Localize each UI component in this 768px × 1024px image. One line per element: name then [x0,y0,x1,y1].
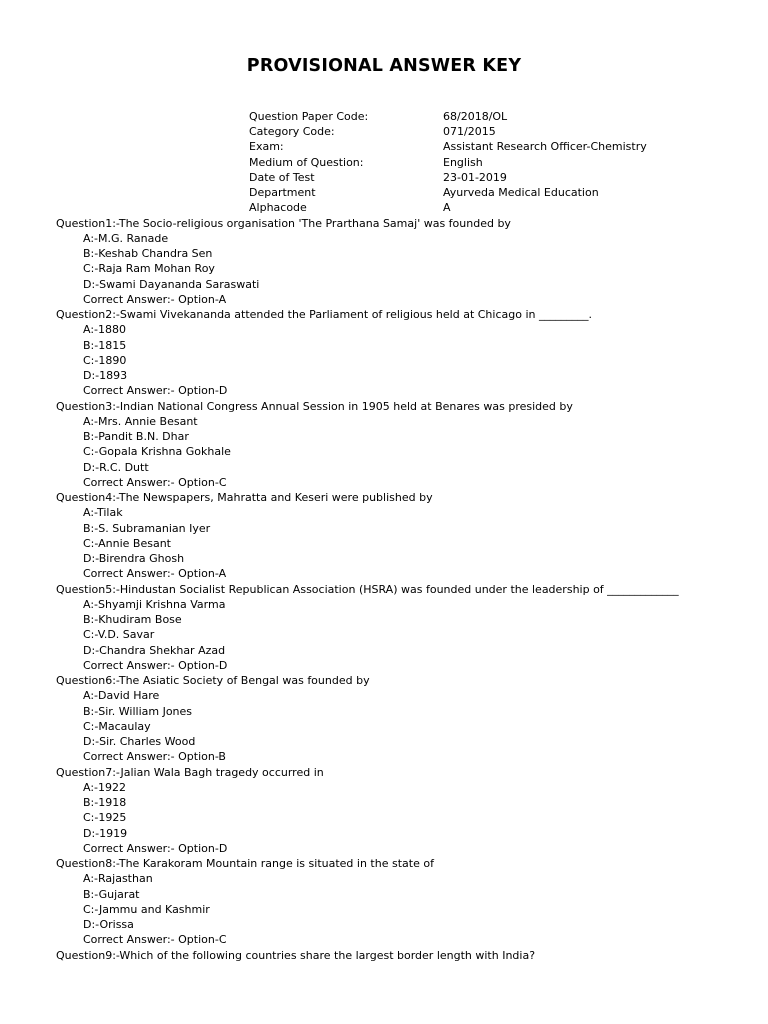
option-c: C:-Raja Ram Mohan Roy [83,262,215,276]
correct-answer: Correct Answer:- Option-D [83,841,228,855]
question-text: Question6:-The Asiatic Society of Bengal was founded by [56,674,370,688]
question-4 [56,490,746,582]
question-8 [56,856,746,948]
option-d: D:-R.C. Dutt [83,460,149,474]
meta-label: Category Code: [249,125,335,139]
meta-value: 071/2015 [443,125,496,139]
option-c: C:-V.D. Savar [83,628,155,642]
meta-value: English [443,155,483,169]
option-b: B:-Khudiram Bose [83,613,182,627]
correct-answer: Correct Answer:- Option-C [83,933,227,947]
question-1 [56,216,746,308]
correct-answer: Correct Answer:- Option-A [83,292,227,306]
question-3 [56,399,746,491]
option-b: B:-Sir. William Jones [83,704,193,718]
option-b: B:-Gujarat [83,887,140,901]
meta-row-alphacode [249,200,647,215]
correct-answer: Correct Answer:- Option-D [83,658,228,672]
question-text: Question2:-Swami Vivekananda attended the Parliament of religious held at Chicago in _________. [56,308,592,322]
meta-value: 68/2018/OL [443,110,508,123]
question-list [56,216,746,963]
question-text: Question1:-The Socio-religious organisation 'The Prarthana Samaj' was founded by [56,216,511,230]
meta-label: Question Paper Code: [249,110,369,123]
option-c: C:-Annie Besant [83,536,171,550]
meta-value: A [443,201,451,215]
option-b: B:-1918 [83,796,127,810]
option-d: D:-1919 [83,826,128,840]
meta-row-department [249,185,647,200]
meta-row-exam [249,139,647,154]
meta-value: Ayurveda Medical Education [443,186,599,200]
option-c: C:-Jammu and Kashmir [83,902,210,916]
correct-answer: Correct Answer:- Option-C [83,475,227,489]
option-c: C:-Gopala Krishna Gokhale [83,445,231,459]
question-9 [56,948,746,963]
option-a: A:-Tilak [83,506,123,520]
meta-label: Date of Test [249,170,315,184]
option-a: A:-1922 [83,780,127,794]
option-c: C:-1925 [83,811,127,825]
meta-row-question-paper-code [249,109,647,124]
meta-value: 23-01-2019 [443,170,507,184]
option-a: A:-Mrs. Annie Besant [83,414,198,428]
option-c: C:-Macaulay [83,719,151,733]
option-d: D:-Orissa [83,918,134,932]
option-b: B:-S. Subramanian Iyer [83,521,211,535]
correct-answer: Correct Answer:- Option-D [83,384,228,398]
question-6 [56,673,746,765]
option-a: A:-1880 [83,323,127,337]
option-b: B:-Keshab Chandra Sen [83,247,213,261]
correct-answer: Correct Answer:- Option-B [83,750,226,764]
correct-answer: Correct Answer:- Option-A [83,567,227,581]
meta-row-date-of-test [249,170,647,185]
option-d: D:-Swami Dayananda Saraswati [83,277,260,291]
option-a: A:-David Hare [83,689,160,703]
option-b: B:-Pandit B.N. Dhar [83,430,189,444]
exam-details [249,109,647,215]
option-c: C:-1890 [83,353,127,367]
option-b: B:-1815 [83,338,127,352]
option-a: A:-Rajasthan [83,872,153,886]
question-text: Question7:-Jalian Wala Bagh tragedy occurred in [56,765,324,779]
option-d: D:-Chandra Shekhar Azad [83,643,226,657]
question-2 [56,307,746,399]
meta-label: Alphacode [249,201,307,215]
option-a: A:-Shyamji Krishna Varma [83,597,226,611]
meta-row-category-code [249,124,647,139]
question-text: Question9:-Which of the following countries share the largest border length with India? [56,948,536,962]
question-text: Question4:-The Newspapers, Mahratta and Keseri were published by [56,491,433,505]
option-d: D:-1893 [83,369,128,383]
option-a: A:-M.G. Ranade [83,231,169,245]
question-7 [56,765,746,857]
meta-value: Assistant Research Officer-Chemistry [443,140,647,154]
question-text: Question8:-The Karakoram Mountain range is situated in the state of [56,857,434,871]
meta-row-medium [249,155,647,170]
question-text: Question5:-Hindustan Socialist Republican Association (HSRA) was founded under the leadership of _____________ [56,582,679,596]
meta-label: Medium of Question: [249,155,364,169]
meta-label: Department [249,186,316,200]
page-title: PROVISIONAL ANSWER KEY [246,56,522,76]
option-d: D:-Sir. Charles Wood [83,735,196,749]
option-d: D:-Birendra Ghosh [83,552,185,566]
question-text: Question3:-Indian National Congress Annual Session in 1905 held at Benares was presided by [56,399,573,413]
question-5 [56,582,746,674]
meta-label: Exam: [249,140,284,154]
